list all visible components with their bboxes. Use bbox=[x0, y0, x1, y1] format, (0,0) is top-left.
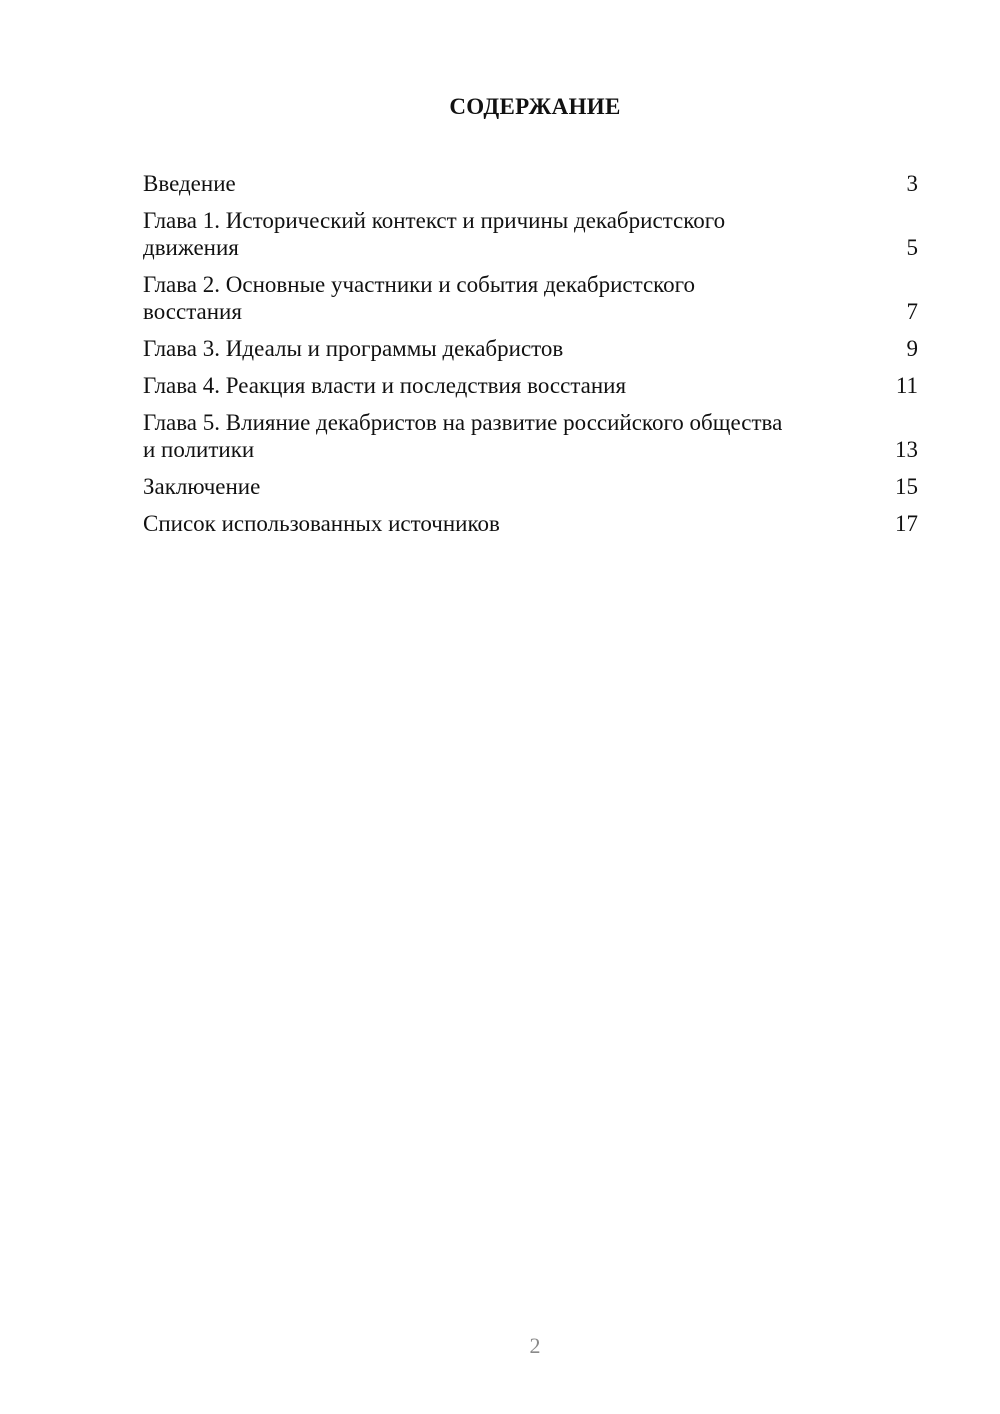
toc-entry bbox=[143, 207, 918, 261]
toc-entry-label: Введение bbox=[143, 171, 236, 196]
toc-entry bbox=[143, 170, 918, 197]
page-title: СОДЕРЖАНИЕ bbox=[449, 94, 621, 119]
toc-entry bbox=[143, 335, 918, 362]
toc-entry bbox=[143, 473, 918, 500]
toc-entry-label: Заключение bbox=[143, 474, 261, 499]
toc-entry-label: Глава 5. Влияние декабристов на развитие российского общества и политики bbox=[143, 410, 783, 462]
toc-entry-page: 7 bbox=[906, 299, 918, 324]
toc-entry-label: Глава 2. Основные участники и события декабристского восстания bbox=[143, 272, 696, 324]
toc-entry-label: Список использованных источников bbox=[143, 511, 500, 536]
toc-entry-label: Глава 3. Идеалы и программы декабристов bbox=[143, 336, 564, 361]
toc-entry bbox=[143, 409, 918, 463]
page-number: 2 bbox=[529, 1333, 541, 1358]
toc-entry bbox=[143, 510, 918, 537]
toc-entry-label: Глава 1. Исторический контекст и причины декабристского движения bbox=[143, 208, 726, 260]
toc-entry-page: 5 bbox=[906, 235, 918, 260]
toc-entry-page: 3 bbox=[906, 171, 918, 196]
toc-entry-label: Глава 4. Реакция власти и последствия восстания bbox=[143, 373, 627, 398]
toc-entry bbox=[143, 271, 918, 325]
toc-entry bbox=[143, 372, 918, 399]
toc-entry-page: 13 bbox=[895, 437, 918, 462]
toc-entry-page: 15 bbox=[895, 474, 918, 499]
toc-entry-page: 11 bbox=[895, 373, 918, 398]
toc-entry-page: 9 bbox=[906, 336, 918, 361]
table-of-contents bbox=[143, 170, 918, 547]
toc-entry-page: 17 bbox=[895, 511, 918, 536]
